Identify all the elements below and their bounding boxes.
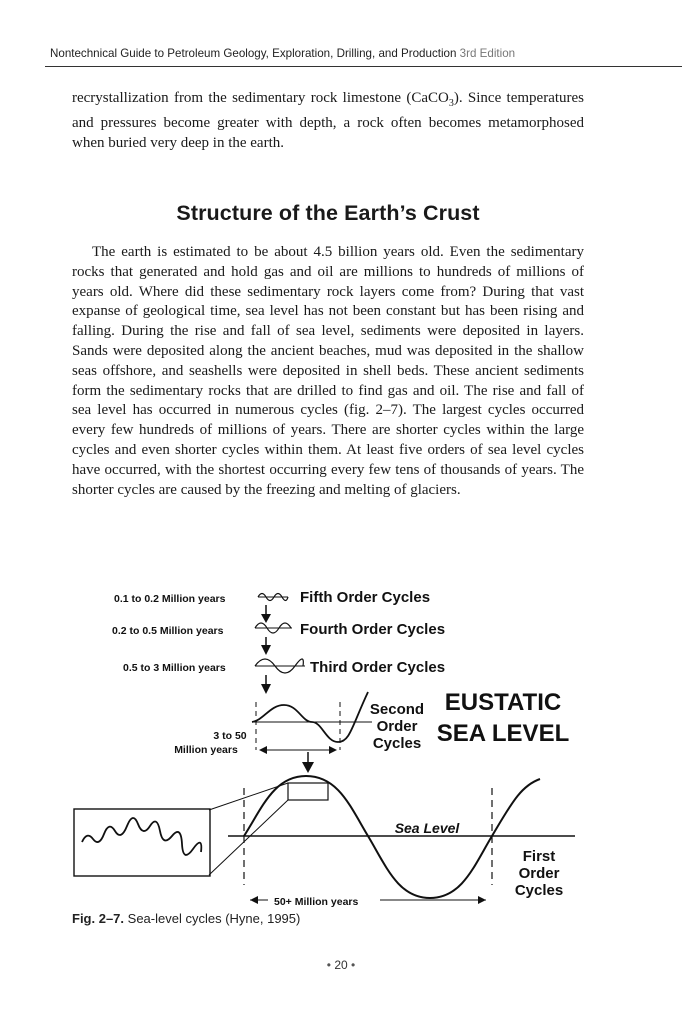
fifth-order-duration: 0.1 to 0.2 Million years	[114, 593, 226, 605]
fourth-order-label: Fourth Order Cycles	[300, 621, 446, 638]
sea-level-cycles-figure	[0, 580, 682, 910]
figure-title-line-2: SEA LEVEL	[436, 720, 570, 747]
header-rule	[45, 66, 682, 67]
figure-number: Fig. 2–7.	[72, 911, 125, 926]
first-order-label-2: Order	[518, 865, 560, 882]
first-order-label-3: Cycles	[514, 882, 564, 899]
second-order-label-1: Second	[369, 701, 425, 718]
fourth-order-duration: 0.2 to 0.5 Million years	[112, 625, 224, 637]
third-order-label: Third Order Cycles	[310, 659, 446, 676]
third-order-wave	[255, 659, 305, 673]
section-title: Structure of the Earth’s Crust	[176, 201, 480, 225]
figure-caption	[72, 911, 300, 926]
running-head	[50, 47, 580, 60]
arrow-down-icon	[261, 637, 271, 655]
intro-text-b: ). Since temperatures and pressures become greater with depth, a rock often becomes metamorphosed when buried very deep in the earth.	[72, 90, 585, 151]
figure-diagram	[0, 580, 682, 910]
second-order-label-3: Cycles	[372, 735, 422, 752]
book-title: Nontechnical Guide to Petroleum Geology, Exploration, Drilling, and Production	[50, 47, 457, 60]
zoom-inset	[74, 783, 328, 876]
page-number-value: 20	[334, 958, 348, 972]
edition-label: 3rd Edition	[459, 47, 516, 60]
fifth-order-label: Fifth Order Cycles	[300, 589, 431, 606]
second-order-duration-1: 3 to 50	[213, 730, 247, 742]
intro-text-a: recrystallization from the sedimentary rock limestone (CaCO	[72, 90, 449, 106]
arrow-down-icon	[302, 752, 314, 773]
figure-title-line-1: EUSTATIC	[444, 689, 562, 716]
fourth-order-wave	[255, 623, 292, 633]
second-order-label-2: Order	[376, 718, 418, 735]
second-order-wave	[252, 692, 372, 750]
caption-text: Sea-level cycles (Hyne, 1995)	[127, 911, 301, 926]
page-number: • 20 •	[326, 958, 356, 972]
third-order-duration: 0.5 to 3 Million years	[123, 662, 226, 674]
first-order-duration: 50+ Million years	[274, 896, 359, 908]
intro-paragraph	[72, 89, 584, 153]
body-paragraph: The earth is estimated to be about 4.5 billion years old. Even the sedimentary rocks that generated and hold gas and oil are millions to hundreds of millions of years old. Where did these sedimentary rock layers come from? During that vast expanse of geological time, sea level has not been constant but has been rising and falling. During the rise and fall of sea level, sediments were deposited in layers. Sands were deposited along the ancient beaches, mud was deposited in the shallow seas offshore, and seashells were deposited in shell beds. These ancient sediments form the sedimentary rocks that are drilled to find gas and oil. The rise and fall of sea level has occurred in numerous cycles (fig. 2–7). The largest cycles occurred every few hundreds of millions of years. There are shorter cycles within the large cycles and even shorter cycles within them. At least five orders of sea level cycles have occurred, with the shortest occurring every few tens of thousands of years. The shorter cycles are caused by the freezing and melting of glaciers.	[72, 244, 584, 498]
formula-subscript: 3	[448, 98, 454, 109]
arrow-down-icon	[261, 675, 271, 694]
first-order-label-1: First	[522, 848, 556, 865]
sea-level-label: Sea Level	[394, 820, 460, 836]
arrow-down-icon	[261, 605, 271, 623]
fifth-order-wave	[258, 594, 288, 601]
second-order-duration-2: Million years	[174, 744, 238, 756]
